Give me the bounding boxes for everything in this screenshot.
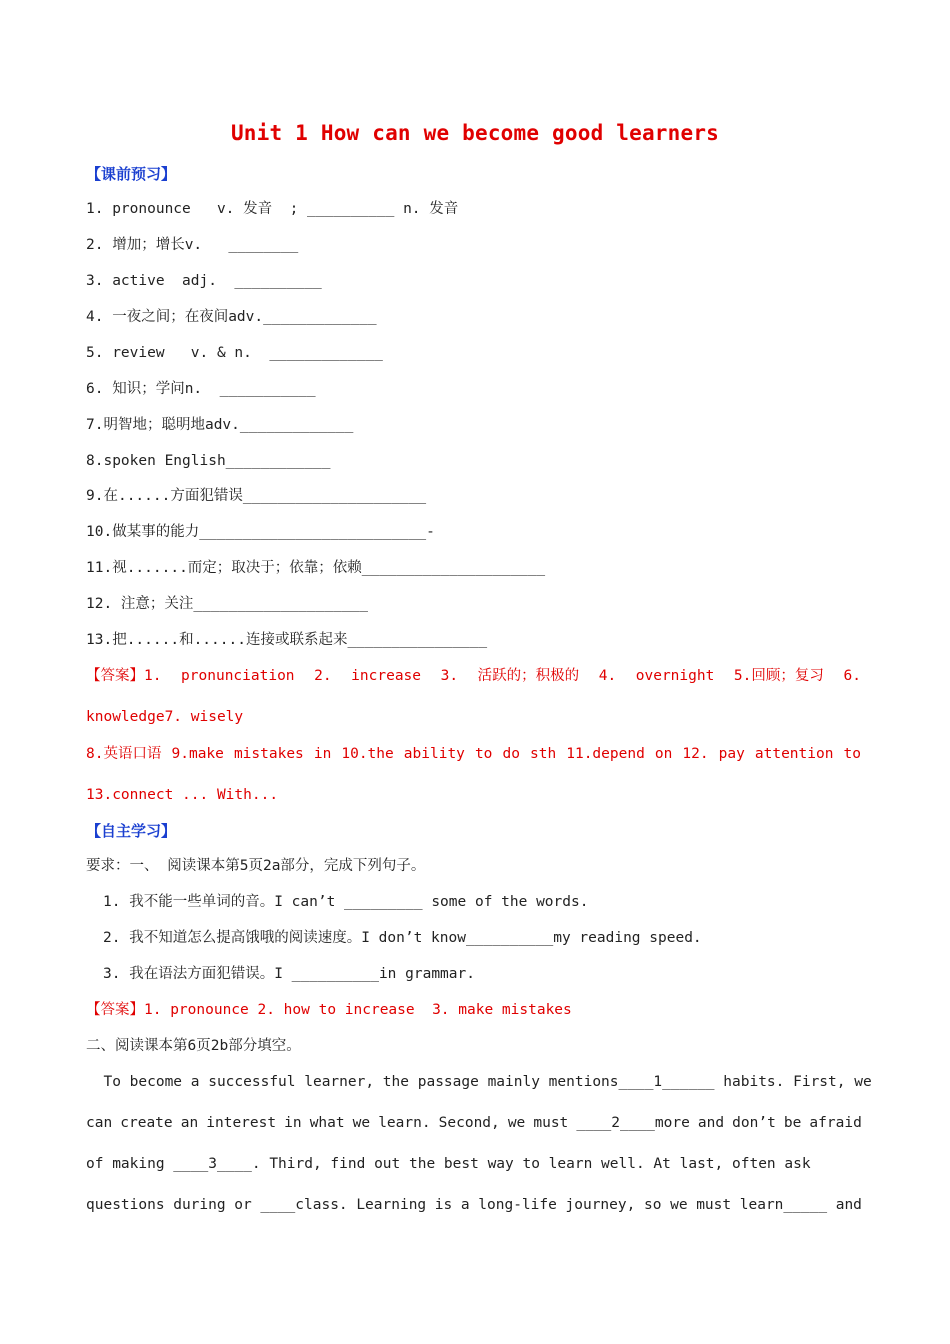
passage-line: [86, 1112, 862, 1134]
passage-word: must: [696, 1197, 732, 1213]
passage-word: we: [352, 1115, 371, 1131]
passage-word: so: [643, 1197, 662, 1213]
passage-word: learn.: [378, 1115, 431, 1131]
preview-item: 1. pronounce v. 发音 ; __________ n. 发音: [86, 201, 459, 217]
answer-token: increase: [351, 668, 422, 684]
answer-token: ability: [403, 746, 465, 762]
answer-token: attention: [754, 746, 834, 762]
answer-token: 10.the: [341, 746, 394, 762]
preview-item: 10.做某事的能力__________________________-: [86, 524, 435, 540]
passage-word: and: [697, 1115, 725, 1131]
passage-word: what: [309, 1115, 345, 1131]
passage-word: interest: [206, 1115, 277, 1131]
sentence-item: 1. 我不能一些单词的音。I can’t _________ some of the words.: [103, 894, 589, 910]
preview-item: 11.视.......而定；取决于；依靠；依赖_____________________: [86, 560, 546, 576]
passage-word: questions: [86, 1197, 165, 1213]
answer-line: 【答案】1. pronounce 2. how to increase 3. make mistakes: [86, 1002, 572, 1018]
answer-token: pay: [718, 746, 745, 762]
answer-token: in: [313, 746, 332, 762]
answer-token: 12.: [682, 746, 709, 762]
passage-line: To become a successful learner, the passage mainly mentions____1______ habits. First, we: [86, 1074, 872, 1090]
passage-word: journey,: [565, 1197, 636, 1213]
preview-item: 4. 一夜之间；在夜间adv._____________: [86, 309, 377, 325]
section-heading-self-study: 【自主学习】: [86, 822, 177, 840]
passage-word: Learning: [356, 1197, 427, 1213]
passage-word: and: [835, 1197, 862, 1213]
passage-word: Second,: [438, 1115, 500, 1131]
answer-token: to: [474, 746, 493, 762]
answer-token: 8.英语口语: [86, 746, 162, 762]
answer-token: 6.: [843, 668, 861, 684]
passage-word: we: [670, 1197, 688, 1213]
passage-word: can: [86, 1115, 113, 1131]
answer-line-3: [86, 743, 861, 765]
passage-word: afraid: [809, 1115, 862, 1131]
preview-item: 9.在......方面犯错误_____________________: [86, 488, 427, 504]
answer-token: mistakes: [233, 746, 304, 762]
answer-line-2: knowledge7. wisely: [86, 709, 244, 725]
answer-token: 活跃的；积极的: [477, 668, 580, 684]
passage-word: ____class.: [260, 1197, 348, 1213]
answer-token: 11.depend: [566, 746, 645, 762]
preview-item: 5. review v. & n. _____________: [86, 345, 383, 361]
sentence-item: 2. 我不知道怎么提高饿哦的阅读速度。I don’t know__________my reading speed.: [103, 930, 702, 946]
passage-word: long-life: [478, 1197, 557, 1213]
answer-token: 3.: [440, 668, 459, 684]
requirement-text: 要求：一、 阅读课本第5页2a部分，完成下列句子。: [86, 858, 426, 874]
passage-line: of making ____3____. Third, find out the best way to learn well. At last, often ask: [86, 1156, 811, 1172]
passage-word: a: [460, 1197, 470, 1213]
passage-word: ____2____more: [576, 1115, 690, 1131]
passage-word: is: [434, 1197, 453, 1213]
requirement-text: 二、阅读课本第6页2b部分填空。: [86, 1038, 301, 1054]
preview-item: 3. active adj. __________: [86, 273, 322, 289]
answer-token: to: [843, 746, 861, 762]
answer-token: 9.make: [171, 746, 224, 762]
preview-item: 6. 知识；学问n. ___________: [86, 381, 316, 397]
answer-token: 2.: [314, 668, 332, 684]
answer-line-4: 13.connect ... With...: [86, 787, 279, 803]
passage-word: or: [234, 1197, 252, 1213]
passage-word: must: [533, 1115, 569, 1131]
answer-token: overnight: [635, 668, 715, 684]
passage-word: don’t: [732, 1115, 776, 1131]
answer-token: 4.: [598, 668, 617, 684]
passage-word: be: [783, 1115, 802, 1131]
passage-word: in: [284, 1115, 302, 1131]
answer-token: sth: [529, 746, 557, 762]
sentence-item: 3. 我在语法方面犯错误。I __________in grammar.: [103, 966, 475, 982]
passage-line: [86, 1194, 862, 1216]
answer-token: 5.回顾；复习: [733, 668, 824, 684]
passage-word: learn_____: [739, 1197, 828, 1213]
passage-word: during: [173, 1197, 226, 1213]
answer-token: on: [654, 746, 673, 762]
passage-word: an: [180, 1115, 199, 1131]
page-title: Unit 1 How can we become good learners: [230, 121, 720, 145]
answer-token: 【答案】1.: [86, 668, 162, 684]
answer-token: do: [502, 746, 520, 762]
preview-item: 12. 注意；关注____________________: [86, 596, 369, 612]
section-heading-preview: 【课前预习】: [86, 165, 177, 183]
answer-line-1: [86, 665, 861, 687]
preview-item: 2. 增加；增长v. ________: [86, 237, 299, 253]
preview-item: 13.把......和......连接或联系起来________________: [86, 632, 488, 648]
answer-token: pronunciation: [181, 668, 295, 684]
preview-item: 7.明智地；聪明地adv._____________: [86, 417, 354, 433]
passage-word: create: [120, 1115, 173, 1131]
preview-item: 8.spoken English____________: [86, 453, 331, 469]
passage-word: we: [507, 1115, 526, 1131]
